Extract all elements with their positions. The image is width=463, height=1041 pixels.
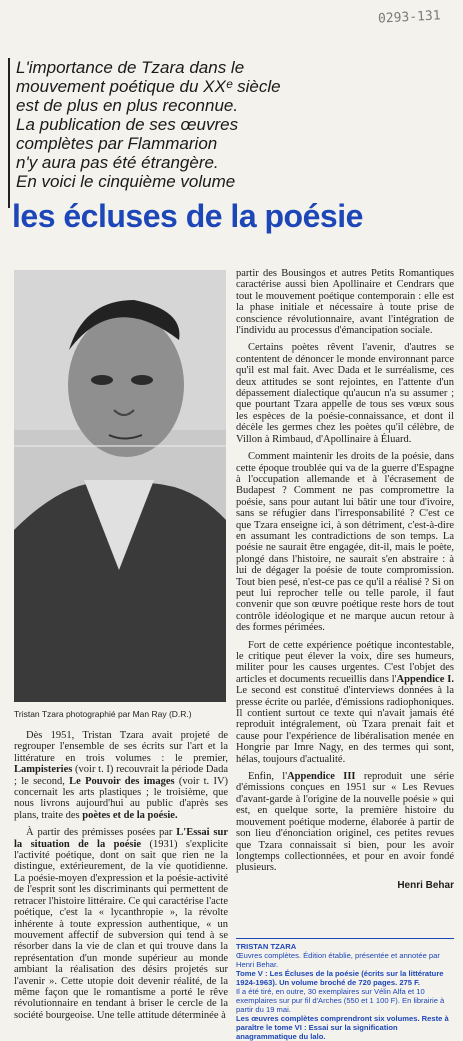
biblio-line: Il a été tiré, en outre, 30 exemplaires sur Vélin Alfa et 10 exemplaires sur pur fil d'Arches (550 et 1 100 F). En librairie à partir du 19 mai. bbox=[236, 987, 445, 1014]
biblio-line: Les œuvres complètes comprendront six volumes. Reste à paraître le tome VI : Essai sur la signification anagrammatique du lalo. bbox=[236, 1014, 449, 1041]
archive-reference: 0293-131 bbox=[377, 8, 441, 27]
article-left-column bbox=[14, 730, 228, 1027]
portrait-photo bbox=[14, 270, 226, 702]
article-right-column bbox=[236, 268, 454, 891]
paragraph: Enfin, l'Appendice III reproduit une série d'émissions conçues en 1951 sur « Les Revues d'avant-garde à l'origine de la nouvelle poésie » qui est, en quelque sorte, la première histoire du mouvement poétique moderne, élaborée à partir de son lieu d'énonciation originel, ces petites revues que Tzara connaissait si bien, pour les avoir longtemps collectionnées, et pour en avoir fondé plusieurs. bbox=[236, 771, 454, 874]
paragraph: Certains poètes rêvent l'avenir, d'autres se contentent de dénoncer le monde environnant parce qu'il est mal fait. Avec Dada et le surréalisme, ces deux attitudes se sont rejointes, en l'attente d'un dépassement dialectique qu'aucun n'a su assumer ; que pourtant Tzara appelle de tous ses vœux sous les espèces de la poésie-connaissance, et dont il décèle les germes chez les poètes qu'il célèbre, de Villon à Rimbaud, d'Apollinaire à Éluard. bbox=[236, 342, 454, 445]
intro-standfirst bbox=[16, 58, 436, 191]
intro-line: mouvement poétique du XXᵉ siècle bbox=[16, 77, 281, 96]
photo-caption: Tristan Tzara photographié par Man Ray (D.R.) bbox=[14, 709, 192, 719]
intro-line: n'y aura pas été étrangère. bbox=[16, 153, 219, 172]
intro-rule bbox=[8, 58, 10, 208]
paragraph: À partir des prémisses posées par L'Essai sur la situation de la poésie (1931) s'explicite l'activité poétique, dont on sait que rien ne la distingue, extérieurement, de la vie quotidienne. La poésie-moyen d'expression et la poésie-activité de l'esprit sont les discriminants qui permettent de retracer l'histoire littéraire. Ce qui caractérise l'acte poétique, c'est la « lycanthropie », la révolte inhérente à toute expression authentique, « un mouvement affectif de subversion qui tend à se résorber dans la vie de clan et qui trouve dans la représentation d'un monde supérieur au monde ambiant la réalisation des désirs projetés sur l'avenir ». Cette utopie doit devenir réalité, de la même façon que le romantisme a porté le rêve révolutionnaire en tendant à briser le cercle de la société bourgeoise. Une telle attitude déterminée à bbox=[14, 827, 228, 1021]
biblio-line: Tome V : Les Écluses de la poésie (écrits sur la littérature 1924-1963). Un volume broché de 720 pages. 275 F. bbox=[236, 969, 444, 987]
biblio-line: Œuvres complètes. Édition établie, présentée et annotée par Henri Behar. bbox=[236, 951, 440, 969]
portrait-photo-image bbox=[14, 270, 226, 702]
paragraph: Comment maintenir les droits de la poésie, dans cette époque troublée qui va de la guerre d'Espagne à l'occupation allemande et à l'écrasement de Budapest ? Comment ne pas compromettre la poésie, sans pour autant lui bâtir une tour d'ivoire, sans se réfugier dans l'irresponsabilité ? C'est ce que Tzara enseigne ici, à son détriment, c'est-à-dire en assumant les contradictions de son temps. La poésie ne saurait être engagée, dit-il, mais le poète, plongé dans l'histoire, ne saurait s'en abstraire : à lui de dégager la poésie de toute compromission. Tout bien pesé, n'est-ce pas ce qu'il a réalisé ? Si on peut lui reprocher telle ou telle parole, il faut convenir que son œuvre poétique reste hors de tout contrôle idéologique et ne marque aucun retour à des formes périmées. bbox=[236, 451, 454, 634]
intro-line: La publication de ses œuvres bbox=[16, 115, 239, 134]
author-signature: Henri Behar bbox=[397, 879, 454, 891]
paragraph: Fort de cette expérience poétique incontestable, le critique peut élever la voix, dire ses humeurs, militer pour les causes urgentes. C'est l'objet des articles et documents recueillis dans l'Appendice I. Le second est constitué d'interviews données à la presse écrite ou parlée, d'émissions radiophoniques. Il contient surtout ce texte qui n'avait jamais été reproduit intégralement, où Tzara prenait fait et cause pour l'expérience de libéralisation menée en Hongrie par Imre Nagy, en des termes qui sont, hélas, toujours d'actualité. bbox=[236, 639, 454, 765]
bibliography-box bbox=[236, 938, 454, 1041]
intro-line: est de plus en plus reconnue. bbox=[16, 96, 239, 115]
intro-line: En voici le cinquième volume bbox=[16, 172, 236, 191]
headline: les écluses de la poésie bbox=[12, 198, 363, 234]
intro-line: complètes par Flammarion bbox=[16, 134, 218, 153]
paragraph: Dès 1951, Tristan Tzara avait projeté de regrouper l'ensemble de ses écrits sur l'art et la littérature en trois volumes : le premier, Lampisteries (voir t. I) recouvrait la période Dada ; le second, Le Pouvoir des images (voir t. IV) concernait les arts plastiques ; le troisième, que nous livrons aujourd'hui au public d'après ses plans, traite des poètes et de la poésie. bbox=[14, 730, 229, 821]
intro-line: L'importance de Tzara dans le bbox=[16, 58, 245, 77]
paragraph: partir des Bousingos et autres Petits Romantiques caractérise aussi bien Apollinaire et Cendrars que tout le mouvement poétique contemporain : elle est la phase initiale et nécessaire à toute prise de conscience révolutionnaire, avant l'intégration de l'individu au processus d'émancipation sociale. bbox=[236, 268, 454, 337]
biblio-title: TRISTAN TZARA bbox=[236, 942, 297, 951]
